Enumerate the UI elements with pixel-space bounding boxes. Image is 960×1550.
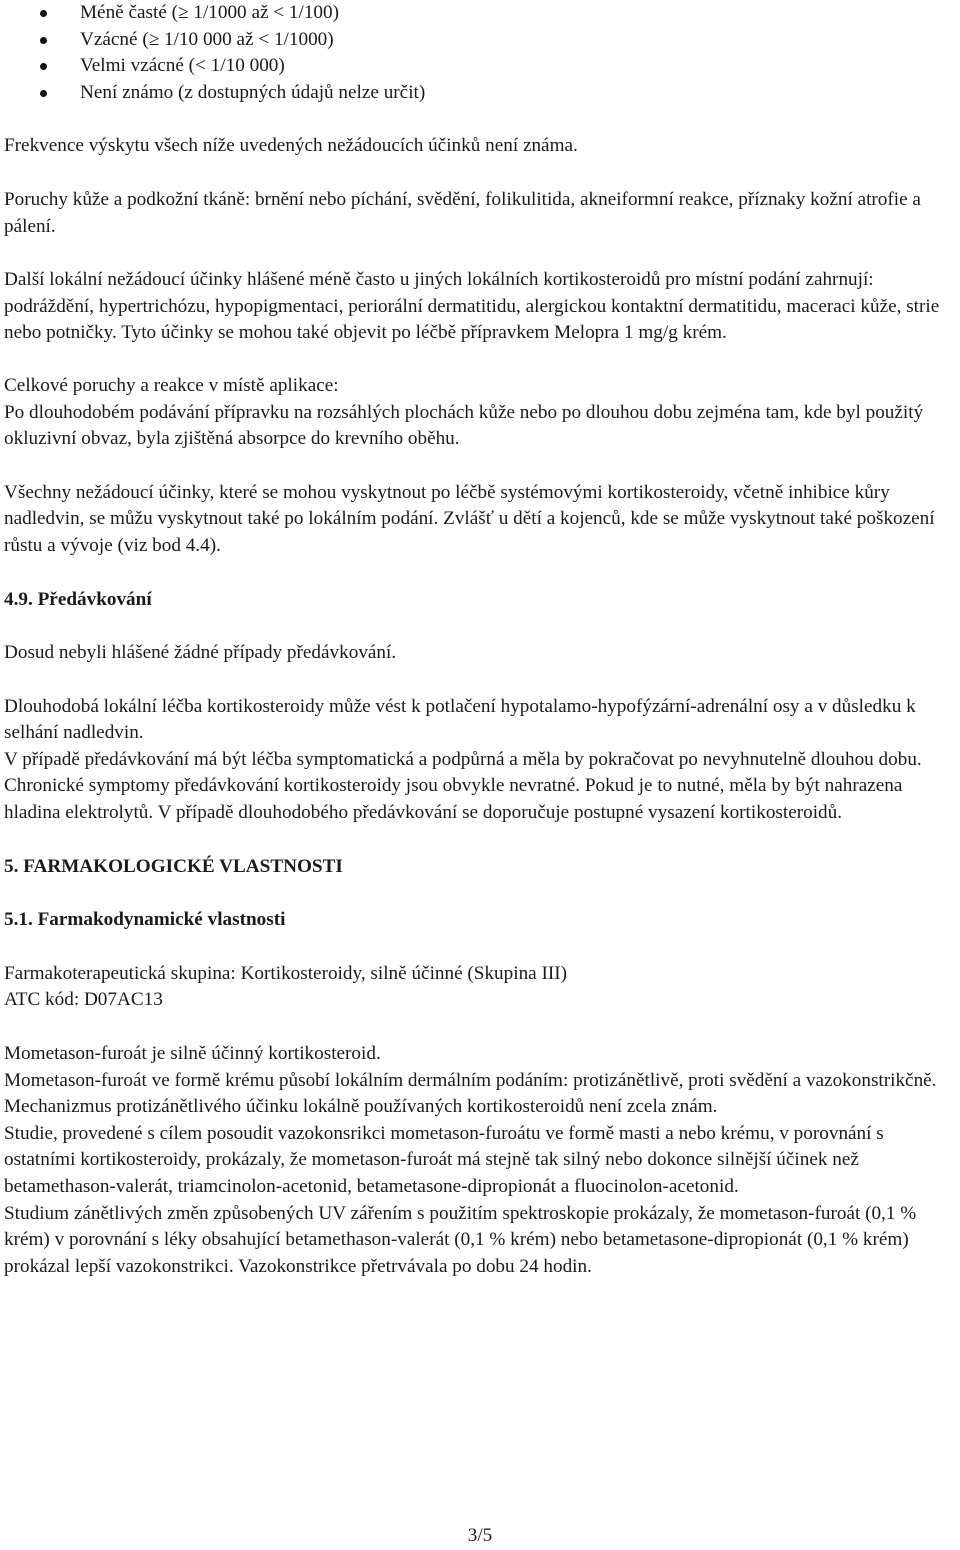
paragraph-frequency-note: Frekvence výskytu všech níže uvedených nežádoucích účinků není známa. (4, 135, 578, 157)
list-item: Vzácné (≥ 1/10 000 až < 1/1000) (4, 27, 956, 54)
paragraph-no-overdose: Dosud nebyli hlášené žádné případy předávkování. (4, 642, 397, 664)
section-heading-pharmacological: 5. FARMAKOLOGICKÉ VLASTNOSTI (4, 855, 343, 877)
bullet-icon (40, 37, 47, 44)
paragraph-studies: Studie, provedené s cílem posoudit vazokonsrikci mometason-furoátu ve formě masti a nebo krému, v porovnání s ostatními kortikosteroidy, prokázaly, že mometason-furoát má stejně tak silný nebo dokonce silnější účinek než betamethason-valerát, triamcinolon-acetonid, betametasone-dipropionát a fluocinolon-acetonid. (4, 1122, 884, 1197)
paragraph-atc-code: ATC kód: D07AC13 (4, 989, 163, 1011)
paragraph-skin-disorders: Poruchy kůže a podkožní tkáně: brnění nebo píchání, svědění, folikulitida, akneiformní reakce, příznaky kožní atrofie a pálení. (4, 188, 921, 237)
section-heading-overdose: 4.9. Předávkování (4, 588, 152, 610)
paragraph-mometasone-potent: Mometason-furoát je silně účinný kortikosteroid. (4, 1043, 381, 1065)
paragraph-overdose-treatment: V případě předávkování má být léčba symptomatická a podpůrná a měla by pokračovat po nevyhnutelně dlouhou dobu. Chronické symptomy předávkování kortikosteroidy jsou obvykle nevratné. Pokud je to nutné, měla by být nahrazena hladina elektrolytů. V případě dlouhodobého předávkování se doporučuje postupné vysazení kortikosteroidů. (4, 748, 922, 824)
bullet-icon (40, 90, 47, 97)
frequency-list (4, 0, 956, 106)
list-item: Není známo (z dostupných údajů nelze určit) (4, 80, 956, 107)
page-number: 3/5 (467, 1525, 493, 1546)
paragraph-mechanism: Mechanizmus protizánětlivého účinku lokálně používaných kortikosteroidů není zcela znám. (4, 1096, 718, 1118)
paragraph-long-term-treatment: Dlouhodobá lokální léčba kortikosteroidy může vést k potlačení hypotalamo-hypofýzární-adrenální osy a v důsledku k selhání nadledvin. (4, 695, 916, 744)
bullet-icon (40, 63, 47, 70)
paragraph-systemic-effects: Všechny nežádoucí účinky, které se mohou vyskytnout po léčbě systémovými kortikosteroidy, včetně inhibice kůry nadledvin, se můžu vyskytnout také po lokálním podání. Zvlášť u dětí a kojenců, kde se může vyskytnout také poškození růstu a vývoje (viz bod 4.4). (4, 481, 935, 556)
paragraph-uv-study: Studium zánětlivých změn způsobených UV zářením s použitím spektroskopie prokázaly, že mometason-furoát (0,1 % krém) v porovnání s léky obsahující betamethason-valerát (0,1 % krém) nebo betametasone-dipropionát (0,1 % krém) prokázal lepší vazokonstrikci. Vazokonstrikce přetrvávala po dobu 24 hodin. (4, 1202, 917, 1277)
document-body (4, 0, 956, 1280)
list-item: Velmi vzácné (< 1/10 000) (4, 53, 956, 80)
list-item: Méně časté (≥ 1/1000 až < 1/100) (4, 0, 956, 27)
paragraph-therapeutic-group: Farmakoterapeutická skupina: Kortikosteroidy, silně účinné (Skupina III) (4, 962, 568, 984)
section-heading-pharmacodynamic: 5.1. Farmakodynamické vlastnosti (4, 909, 286, 931)
paragraph-general-disorders-title: Celkové poruchy a reakce v místě aplikace: (4, 374, 339, 396)
paragraph-general-disorders: Po dlouhodobém podávání přípravku na rozsáhlých plochách kůže nebo po dlouhou dobu zejména tam, kde byl použitý okluzivní obvaz, byla zjištěná absorpce do krevního oběhu. (4, 401, 924, 450)
bullet-icon (40, 10, 47, 17)
paragraph-local-effects: Další lokální nežádoucí účinky hlášené méně často u jiných lokálních kortikosteroidů pro místní podání zahrnují: podráždění, hypertrichózu, hypopigmentaci, periorální dermatitidu, alergickou kontaktní dermatitidu, maceraci kůže, strie nebo potničky. Tyto účinky se mohou také objevit po léčbě přípravkem Melopra 1 mg/g krém. (4, 269, 940, 344)
paragraph-mometasone-action: Mometason-furoát ve formě krému působí lokálním dermálním podáním: protizánětlivě, proti svědění a vazokonstrikčně. (4, 1069, 937, 1091)
